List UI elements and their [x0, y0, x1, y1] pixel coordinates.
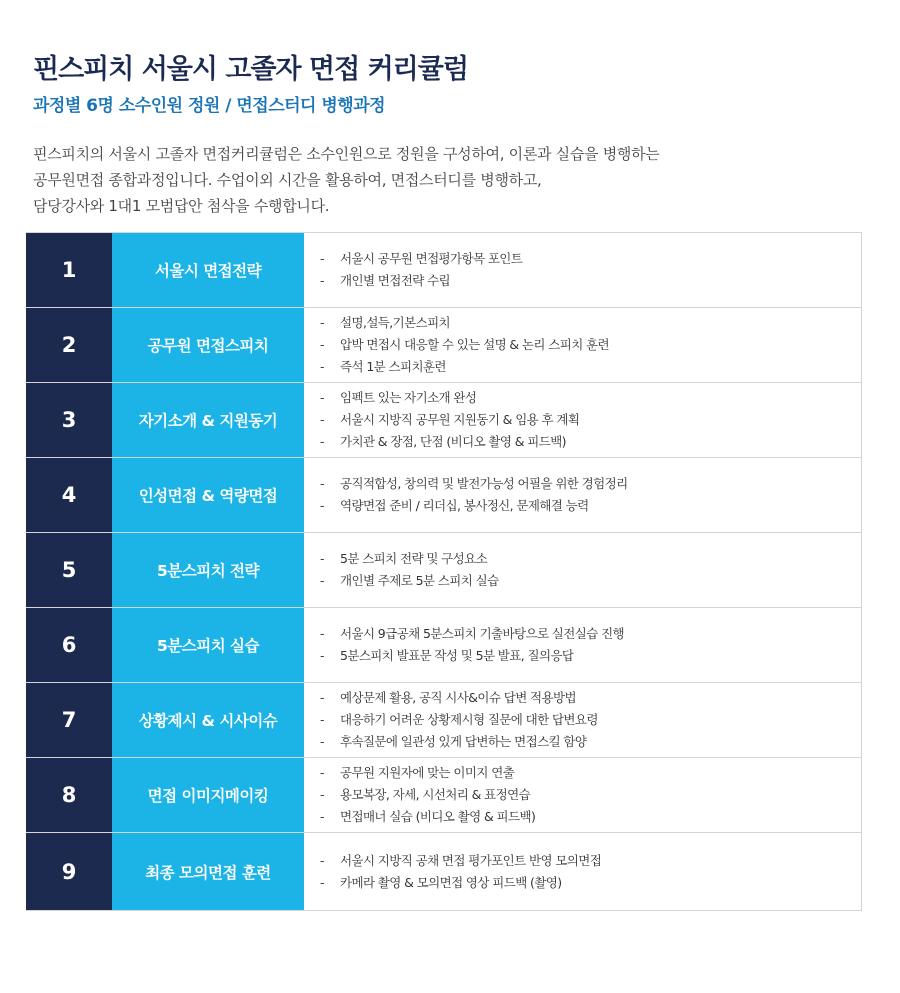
- detail-item: [320, 270, 861, 292]
- session-number: 2: [26, 308, 112, 382]
- session-number: 8: [26, 758, 112, 832]
- detail-text: 공무원 지원자에 맞는 이미지 연출: [340, 765, 515, 780]
- intro-line: 핀스피치의 서울시 고졸자 면접커리큘럼은 소수인원으로 정원을 구성하여, 이론과 실습을 병행하는: [33, 145, 660, 163]
- session-topic: 최종 모의면접 훈련: [112, 833, 304, 910]
- curriculum-row: [26, 233, 862, 308]
- dash-bullet: -: [320, 412, 324, 427]
- detail-text: 서울시 공무원 면접평가항목 포인트: [340, 251, 523, 266]
- session-number: 1: [26, 233, 112, 307]
- detail-item: [320, 872, 861, 894]
- detail-text: 서울시 지방직 공무원 지원동기 & 임용 후 계획: [340, 412, 580, 427]
- session-details: [304, 833, 862, 910]
- detail-text: 용모복장, 자세, 시선처리 & 표정연습: [340, 787, 531, 802]
- detail-item: [320, 387, 861, 409]
- dash-bullet: -: [320, 251, 324, 266]
- dash-bullet: -: [320, 765, 324, 780]
- session-topic: 자기소개 & 지원동기: [112, 383, 304, 457]
- detail-item: [320, 762, 861, 784]
- detail-text: 가치관 & 장점, 단점 (비디오 촬영 & 피드백): [340, 434, 566, 449]
- curriculum-table: [26, 232, 862, 911]
- dash-bullet: -: [320, 476, 324, 491]
- detail-text: 카메라 촬영 & 모의면접 영상 피드백 (촬영): [340, 874, 562, 890]
- session-number: 5: [26, 533, 112, 607]
- detail-item: [320, 623, 861, 645]
- curriculum-row: [26, 833, 862, 911]
- intro-line: 공무원면접 종합과정입니다. 수업이외 시간을 활용하여, 면접스터디를 병행하고,: [33, 171, 542, 189]
- session-details: [304, 233, 862, 307]
- dash-bullet: -: [320, 551, 324, 566]
- curriculum-row: [26, 458, 862, 533]
- dash-bullet: -: [320, 734, 324, 749]
- session-details: [304, 608, 862, 682]
- session-details: [304, 383, 862, 457]
- session-topic: 공무원 면접스피치: [112, 308, 304, 382]
- detail-item: [320, 473, 861, 495]
- curriculum-row: [26, 383, 862, 458]
- dash-bullet: -: [320, 787, 324, 802]
- detail-item: [320, 784, 861, 806]
- dash-bullet: -: [320, 390, 324, 405]
- detail-item: [320, 334, 861, 356]
- detail-text: 설명,설득,기본스피치: [340, 315, 451, 330]
- curriculum-row: [26, 608, 862, 683]
- detail-text: 면접매너 실습 (비디오 촬영 & 피드백): [340, 809, 536, 824]
- dash-bullet: -: [320, 273, 324, 288]
- dash-bullet: -: [320, 712, 324, 727]
- page-subtitle: 과정별 6명 소수인원 정원 / 면접스터디 병행과정: [33, 96, 386, 116]
- detail-text: 후속질문에 일관성 있게 답변하는 면접스킬 함양: [340, 734, 587, 749]
- dash-bullet: -: [320, 690, 324, 705]
- dash-bullet: -: [320, 809, 324, 824]
- detail-item: [320, 409, 861, 431]
- session-details: [304, 308, 862, 382]
- intro-line: 담당강사와 1대1 모범답안 첨삭을 수행합니다.: [33, 197, 330, 215]
- detail-text: 역량면접 준비 / 리더십, 봉사정신, 문제해결 능력: [340, 498, 589, 513]
- detail-text: 예상문제 활용, 공직 시사&이슈 답변 적용방법: [340, 690, 576, 705]
- session-number: 3: [26, 383, 112, 457]
- dash-bullet: -: [320, 359, 324, 374]
- detail-text: 압박 면접시 대응할 수 있는 설명 & 논리 스피치 훈련: [340, 337, 610, 352]
- dash-bullet: -: [320, 434, 324, 449]
- detail-text: 즉석 1분 스피치훈련: [340, 359, 446, 374]
- dash-bullet: -: [320, 626, 324, 641]
- session-topic: 인성면접 & 역량면접: [112, 458, 304, 532]
- dash-bullet: -: [320, 573, 324, 588]
- detail-item: [320, 495, 861, 517]
- detail-item: [320, 431, 861, 453]
- detail-item: [320, 312, 861, 334]
- detail-item: [320, 248, 861, 270]
- session-number: 9: [26, 833, 112, 910]
- session-details: [304, 458, 862, 532]
- detail-item: [320, 850, 861, 872]
- detail-item: [320, 806, 861, 828]
- session-number: 7: [26, 683, 112, 757]
- intro-paragraph: [33, 141, 863, 219]
- detail-item: [320, 548, 861, 570]
- detail-item: [320, 709, 861, 731]
- session-topic: 상황제시 & 시사이슈: [112, 683, 304, 757]
- session-details: [304, 533, 862, 607]
- curriculum-row: [26, 308, 862, 383]
- curriculum-row: [26, 683, 862, 758]
- session-number: 6: [26, 608, 112, 682]
- session-details: [304, 683, 862, 757]
- curriculum-row: [26, 758, 862, 833]
- session-topic: 5분스피치 실습: [112, 608, 304, 682]
- detail-item: [320, 687, 861, 709]
- session-topic: 면접 이미지메이킹: [112, 758, 304, 832]
- session-details: [304, 758, 862, 832]
- detail-item: [320, 645, 861, 667]
- detail-item: [320, 570, 861, 592]
- page-title: 핀스피치 서울시 고졸자 면접 커리큘럼: [33, 54, 468, 85]
- detail-text: 개인별 면접전략 수립: [340, 273, 451, 288]
- curriculum-row: [26, 533, 862, 608]
- dash-bullet: -: [320, 315, 324, 330]
- detail-text: 개인별 주제로 5분 스피치 실습: [340, 573, 499, 588]
- dash-bullet: -: [320, 648, 324, 663]
- dash-bullet: -: [320, 874, 324, 890]
- detail-text: 임펙트 있는 자기소개 완성: [340, 390, 477, 405]
- detail-text: 5분 스피치 전략 및 구성요소: [340, 551, 488, 566]
- session-topic: 5분스피치 전략: [112, 533, 304, 607]
- dash-bullet: -: [320, 498, 324, 513]
- session-topic: 서울시 면접전략: [112, 233, 304, 307]
- detail-item: [320, 731, 861, 753]
- detail-text: 대응하기 어려운 상황제시형 질문에 대한 답변요령: [340, 712, 598, 727]
- dash-bullet: -: [320, 852, 324, 868]
- session-number: 4: [26, 458, 112, 532]
- detail-text: 공직적합성, 창의력 및 발전가능성 어필을 위한 경험정리: [340, 476, 628, 491]
- detail-text: 서울시 9급공채 5분스피치 기출바탕으로 실전실습 진행: [340, 626, 625, 641]
- detail-text: 서울시 지방직 공채 면접 평가포인트 반영 모의면접: [340, 852, 602, 868]
- detail-text: 5분스피치 발표문 작성 및 5분 발표, 질의응답: [340, 648, 574, 663]
- detail-item: [320, 356, 861, 378]
- dash-bullet: -: [320, 337, 324, 352]
